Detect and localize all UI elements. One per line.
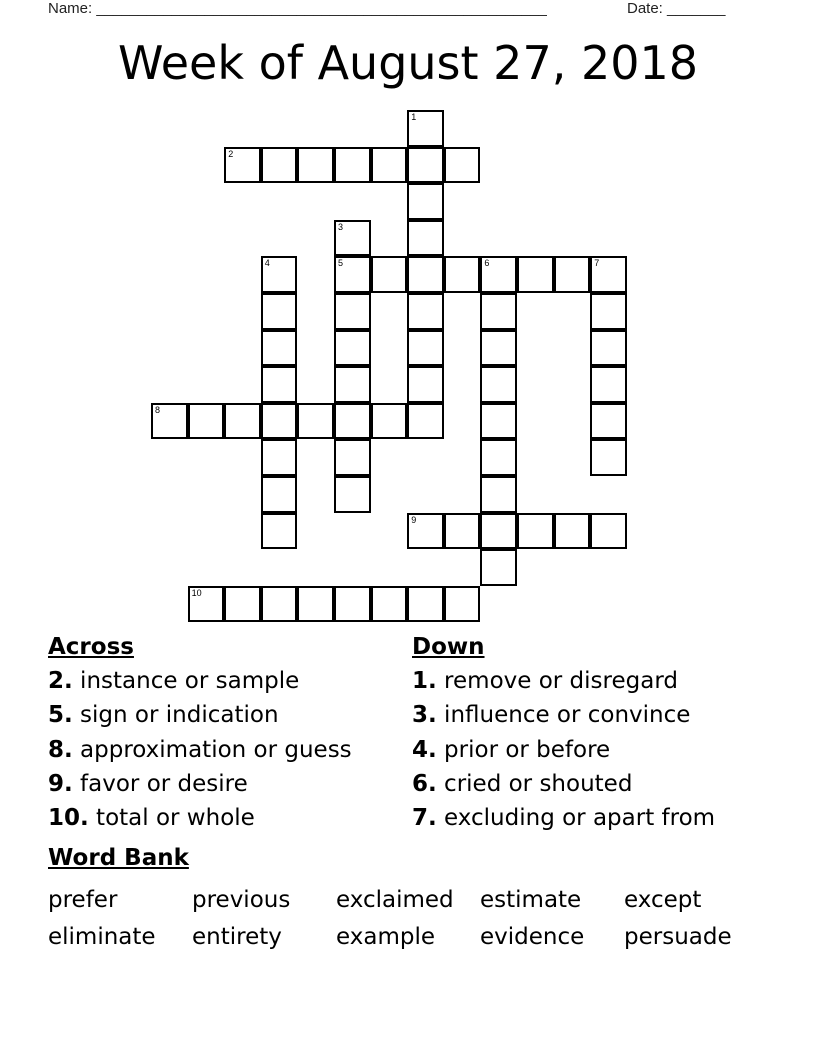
name-field[interactable]: Name: ______________________________________________________ [48,0,547,17]
clue-down-7: 7. excluding or apart from [412,805,716,832]
grid-cell[interactable] [334,403,371,440]
grid-cell[interactable] [261,366,298,403]
clue-number: 4 [264,258,270,269]
grid-cell[interactable] [371,256,408,293]
date-field[interactable]: Date: _______ [627,0,726,17]
grid-cell[interactable] [480,403,517,440]
grid-cell[interactable] [407,183,444,220]
clue-across-2: 2. instance or sample [48,668,300,694]
grid-cell[interactable] [334,330,371,367]
word-bank-item: exclaimed [336,887,454,913]
word-bank-item: estimate [480,887,582,913]
clue-number: 5 [338,258,344,269]
word-bank-item: evidence [480,924,585,950]
grid-cell[interactable] [151,403,188,440]
grid-cell[interactable] [554,256,591,293]
grid-cell[interactable] [444,256,481,293]
page-title: Week of August 27, 2018 [117,36,699,90]
grid-cell[interactable] [407,293,444,330]
word-bank-item: except [624,887,702,913]
down-heading: Down [412,634,485,660]
grid-cell[interactable] [407,513,444,550]
grid-cell[interactable] [407,147,444,184]
down-clues [412,630,715,835]
grid-cell[interactable] [297,403,334,440]
grid-cell[interactable] [334,366,371,403]
word-bank [48,882,768,956]
grid-cell[interactable] [590,293,627,330]
grid-cell[interactable] [224,147,261,184]
grid-cell[interactable] [590,256,627,293]
grid-cell[interactable] [444,147,481,184]
grid-cell[interactable] [188,403,225,440]
clue-number: 2 [228,148,234,159]
clue-down-6: 6. cried or shouted [412,770,633,797]
grid-cell[interactable] [590,439,627,476]
clue-across-10: 10. total or whole [48,805,255,832]
clue-across-8: 8. approximation or guess [48,736,352,763]
across-heading: Across [48,634,134,660]
grid-cell[interactable] [371,586,408,623]
grid-cell[interactable] [261,147,298,184]
grid-cell[interactable] [261,293,298,330]
grid-cell[interactable] [480,439,517,476]
grid-cell[interactable] [334,256,371,293]
grid-cell[interactable] [297,586,334,623]
across-clues [48,630,352,835]
grid-cell[interactable] [261,403,298,440]
clue-across-5: 5. sign or indication [48,702,279,729]
grid-cell[interactable] [407,220,444,257]
grid-cell[interactable] [554,513,591,550]
grid-cell[interactable] [334,293,371,330]
grid-cell[interactable] [334,586,371,623]
grid-cell[interactable] [480,293,517,330]
grid-cell[interactable] [261,256,298,293]
grid-cell[interactable] [407,586,444,623]
clue-down-4: 4. prior or before [412,736,611,763]
clue-number: 1 [411,112,417,122]
grid-cell[interactable] [480,549,517,586]
grid-cell[interactable] [407,110,444,147]
clue-down-3: 3. influence or convince [412,702,691,729]
clue-number: 10 [191,587,202,598]
clue-down-1: 1. remove or disregard [412,668,678,694]
grid-cell[interactable] [261,439,298,476]
grid-cell[interactable] [371,403,408,440]
grid-cell[interactable] [590,366,627,403]
grid-cell[interactable] [407,403,444,440]
grid-cell[interactable] [590,330,627,367]
grid-cell[interactable] [480,256,517,293]
word-bank-item: eliminate [48,924,156,950]
clue-number: 3 [338,221,344,232]
clue-number: 8 [155,404,161,415]
word-bank-item: example [336,924,435,950]
clue-across-9: 9. favor or desire [48,770,248,797]
grid-cell[interactable] [261,586,298,623]
grid-cell[interactable] [224,403,261,440]
grid-cell[interactable] [590,403,627,440]
grid-cell[interactable] [590,513,627,550]
grid-cell[interactable] [334,220,371,257]
word-bank-item: prefer [48,887,118,913]
grid-cell[interactable] [261,476,298,513]
grid-cell[interactable] [480,513,517,550]
grid-cell[interactable] [371,147,408,184]
clue-number: 6 [484,258,490,269]
word-bank-item: previous [192,887,291,913]
clue-number: 7 [594,258,600,269]
clue-number: 9 [411,514,417,525]
grid-cell[interactable] [517,256,554,293]
grid-cell[interactable] [407,366,444,403]
grid-cell[interactable] [261,330,298,367]
word-bank-item: persuade [624,924,732,950]
grid-cell[interactable] [334,147,371,184]
grid-cell[interactable] [334,476,371,513]
grid-cell[interactable] [480,476,517,513]
grid-cell[interactable] [407,330,444,367]
crossword-grid [151,110,631,630]
grid-cell[interactable] [444,586,481,623]
grid-cell[interactable] [188,586,225,623]
grid-cell[interactable] [224,586,261,623]
word-bank-heading: Word Bank [48,845,189,871]
grid-cell[interactable] [480,366,517,403]
grid-cell[interactable] [517,513,554,550]
grid-cell[interactable] [407,256,444,293]
word-bank-item: entirety [192,924,282,950]
grid-cell[interactable] [480,330,517,367]
grid-cell[interactable] [297,147,334,184]
grid-cell[interactable] [261,513,298,550]
grid-cell[interactable] [334,439,371,476]
grid-cell[interactable] [444,513,481,550]
